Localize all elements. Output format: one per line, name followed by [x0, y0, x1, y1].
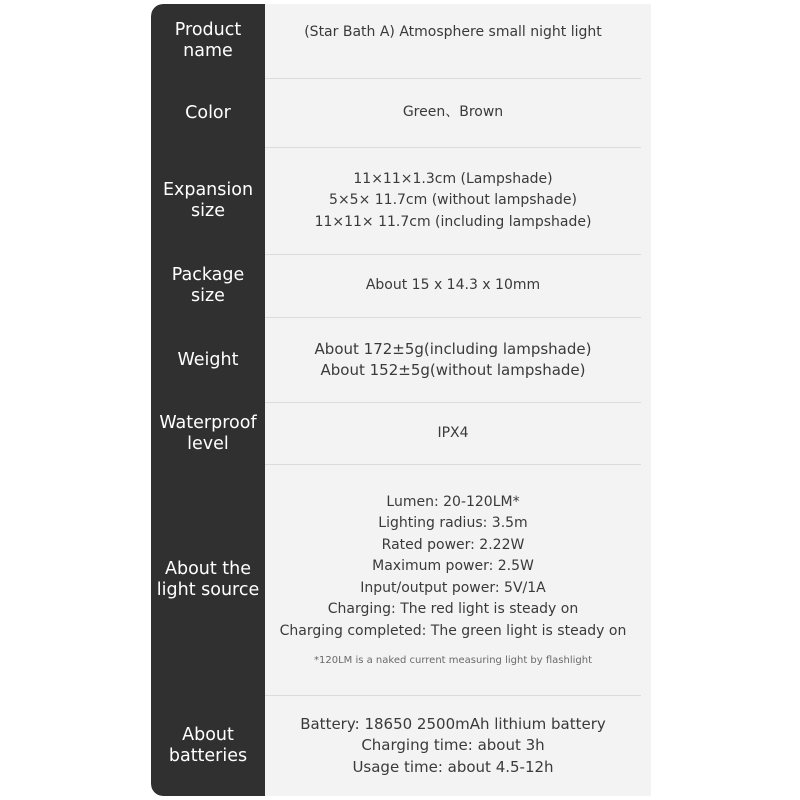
value-waterproof: IPX4 — [437, 424, 469, 441]
value-batteries — [265, 696, 641, 796]
row-weight — [151, 318, 651, 402]
light-line: Charging completed: The green light is steady on — [279, 622, 627, 639]
light-line: Charging: The red light is steady on — [327, 601, 579, 618]
battery-line: Battery: 18650 2500mAh lithium battery — [300, 714, 606, 733]
value-weight — [265, 318, 641, 402]
label-batteries: About batteries — [168, 725, 248, 766]
value-expansion-size — [265, 148, 641, 254]
expansion-line: 11×11×1.3cm (Lampshade) — [353, 170, 553, 187]
expansion-line: 11×11× 11.7cm (including lampshade) — [314, 213, 592, 230]
row-light-source — [151, 465, 651, 695]
row-batteries — [151, 696, 651, 796]
row-expansion-size — [151, 148, 651, 254]
row-product-name — [151, 4, 651, 78]
label-product-name: Product name — [174, 20, 242, 61]
row-waterproof — [151, 403, 651, 464]
weight-line: About 152±5g(without lampshade) — [320, 361, 586, 379]
label-waterproof: Waterproof level — [159, 412, 257, 454]
row-package-size — [151, 255, 651, 317]
light-footnote: *120LM is a naked current measuring light by flashlight — [313, 655, 593, 667]
label-light-source: About the light source — [156, 559, 260, 600]
light-line: Input/output power: 5V/1A — [360, 579, 546, 596]
weight-line: About 172±5g(including lampshade) — [314, 339, 592, 358]
battery-line: Charging time: about 3h — [361, 736, 545, 755]
light-line: Lumen: 20-120LM* — [386, 493, 520, 510]
light-line: Rated power: 2.22W — [381, 536, 525, 553]
label-package-size: Package size — [171, 265, 245, 306]
light-line: Lighting radius: 3.5m — [378, 515, 528, 532]
label-weight: Weight — [177, 349, 239, 370]
label-expansion-size: Expansion size — [162, 180, 254, 221]
expansion-line: 5×5× 11.7cm (without lampshade) — [329, 192, 577, 209]
value-package-size: About 15 x 14.3 x 10mm — [365, 277, 541, 294]
label-color: Color — [185, 102, 231, 123]
light-line: Maximum power: 2.5W — [372, 558, 534, 575]
battery-line: Usage time: about 4.5-12h — [352, 757, 554, 776]
value-color: Green、Brown — [402, 104, 504, 121]
value-product-name: (Star Bath A) Atmosphere small night light — [304, 24, 602, 40]
value-light-source — [265, 465, 641, 695]
row-color — [151, 79, 651, 147]
spec-table — [151, 4, 651, 796]
